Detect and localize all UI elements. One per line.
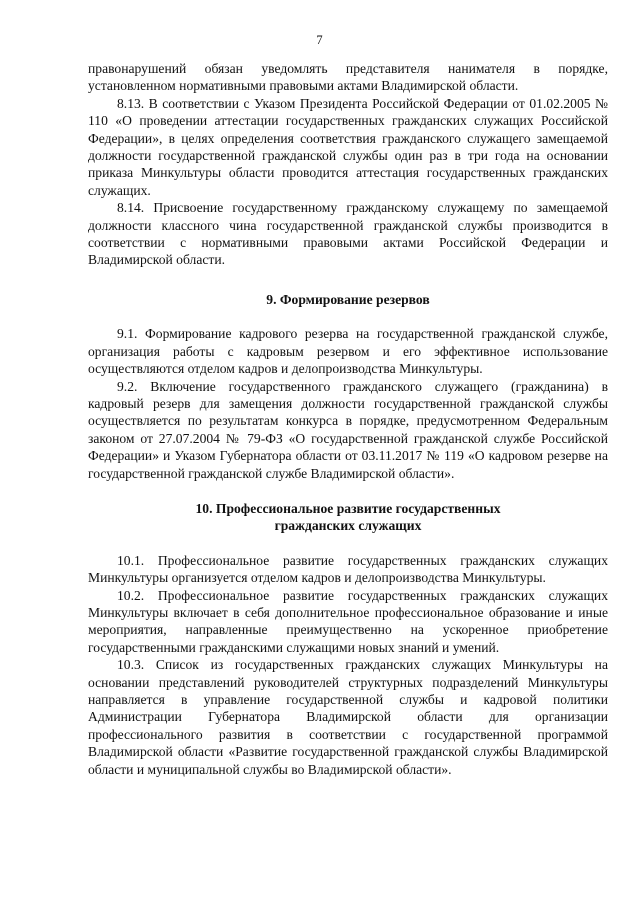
paragraph-9-2: 9.2. Включение государственного гражданского служащего (гражданина) в кадровый резерв для замещения должности государственной гражданской службы осуществляется по результатам конкурса в порядке, предусмотренном Федеральным законом от 27.07.2004 № 79-ФЗ «О государственной гражданской службе Российской Федерации» и Указом Губернатора области от 03.11.2017 № 119 «О кадровом резерве на государственной гражданской службе Владимирской области». xyxy=(88,378,608,481)
section-heading-10-line2: гражданских служащих xyxy=(274,518,422,534)
paragraph-10-1: 10.1. Профессиональное развитие государственных гражданских служащих Минкультуры организуется отделом кадров и делопроизводства Минкультуры. xyxy=(88,552,608,586)
section-heading-9: 9. Формирование резервов xyxy=(266,291,430,307)
paragraph-10-2: 10.2. Профессиональное развитие государственных гражданских служащих Минкультуры включает в себя дополнительное профессиональное образование и иные мероприятия, направленные преимущественно на ускоренное приобретение государственными гражданскими служащими новых знаний и умений. xyxy=(88,587,608,655)
paragraph-continuation: правонарушений обязан уведомлять представителя нанимателя в порядке, установленном нормативными правовыми актами Владимирской области. xyxy=(88,61,608,94)
document-body xyxy=(88,60,608,778)
paragraph-8-14: 8.14. Присвоение государственному гражданскому служащему по замещаемой должности классного чина государственной гражданской службы производится в соответствии с нормативными правовыми актами Российской Федерации и Владимирской области. xyxy=(88,200,608,268)
paragraph-9-1: 9.1. Формирование кадрового резерва на государственной гражданской службе, организация работы с кадровым резервом и его эффективное использование осуществляются отделом кадров и делопроизводства Минкультуры. xyxy=(88,326,608,377)
paragraph-8-13: 8.13. В соответствии с Указом Президента Российской Федерации от 01.02.2005 № 110 «О проведении аттестации государственных гражданских служащих Российской Федерации», в целях определения соответствия гражданского служащего замещаемой должности государственной гражданской службы один раз в три года на основании приказа Минкультуры области проводится аттестация государственных гражданских служащих. xyxy=(88,95,608,198)
paragraph-10-3: 10.3. Список из государственных гражданских служащих Минкультуры на основании представлений руководителей структурных подразделений Минкультуры направляется в управление государственной службы и кадровой политики Администрации Губернатора Владимирской области для организации профессионального развития в соответствии с государственной программой Владимирской области «Развитие государственной гражданской службы Владимирской области и муниципальной службы во Владимирской области». xyxy=(88,657,608,777)
section-heading-10-line1: 10. Профессиональное развитие государственных xyxy=(195,500,501,516)
page-number: 7 xyxy=(316,33,323,47)
section-heading-10 xyxy=(88,500,608,535)
